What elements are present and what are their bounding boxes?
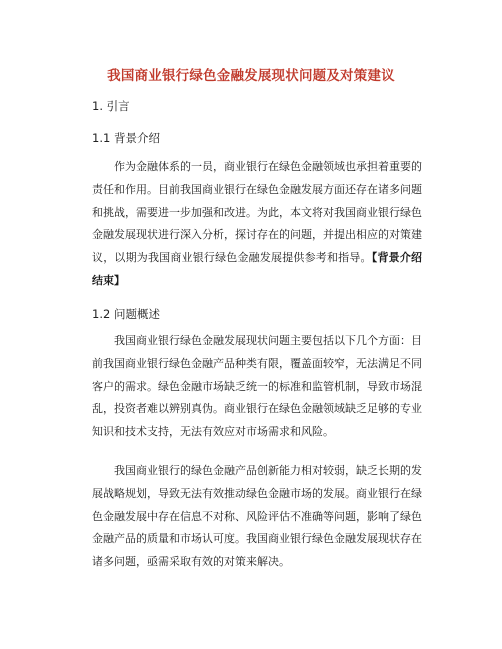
paragraph-problem-detail xyxy=(92,460,422,574)
section-heading-introduction: 1. 引言 xyxy=(92,99,130,113)
paragraph-text: 我国商业银行的绿色金融产品创新能力相对较弱，缺乏长期的发展战略规划，导致无法有效推动绿色金融市场的发展。商业银行在绿色金融发展中存在信息不对称、风险评估不准确等问题，影响了绿色金融产品的质量和市场认可度。我国商业银行绿色金融发展现状存在诸多问题，亟需采取有效的对策来解决。 xyxy=(92,464,422,569)
document-title: 我国商业银行绿色金融发展现状问题及对策建议 xyxy=(107,68,395,84)
paragraph-background xyxy=(92,156,422,293)
section-heading-background: 1.1 背景介绍 xyxy=(92,131,160,145)
paragraph-problem-overview xyxy=(92,330,422,444)
paragraph-text: 作为金融体系的一员，商业银行在绿色金融领域也承担着重要的责任和作用。目前我国商业银行在绿色金融发展方面还存在诸多问题和挑战，需要进一步加强和改进。为此，本文将对我国商业银行绿色金融发展现状进行深入分析，探讨存在的问题，并提出相应的对策建议，以期为我国商业银行绿色金融发展提供参考和指导。 xyxy=(92,160,422,265)
section-heading-problem-overview: 1.2 问题概述 xyxy=(92,307,160,321)
paragraph-text: 我国商业银行绿色金融发展现状问题主要包括以下几个方面：目前我国商业银行绿色金融产品种类有限，覆盖面较窄，无法满足不同客户的需求。绿色金融市场缺乏统一的标准和监管机制，导致市场混乱，投资者难以辨别真伪。商业银行在绿色金融领域缺乏足够的专业知识和技术支持，无法有效应对市场需求和风险。 xyxy=(92,334,422,439)
paragraph-end-marker: 【背景介绍结束】 xyxy=(92,251,423,287)
